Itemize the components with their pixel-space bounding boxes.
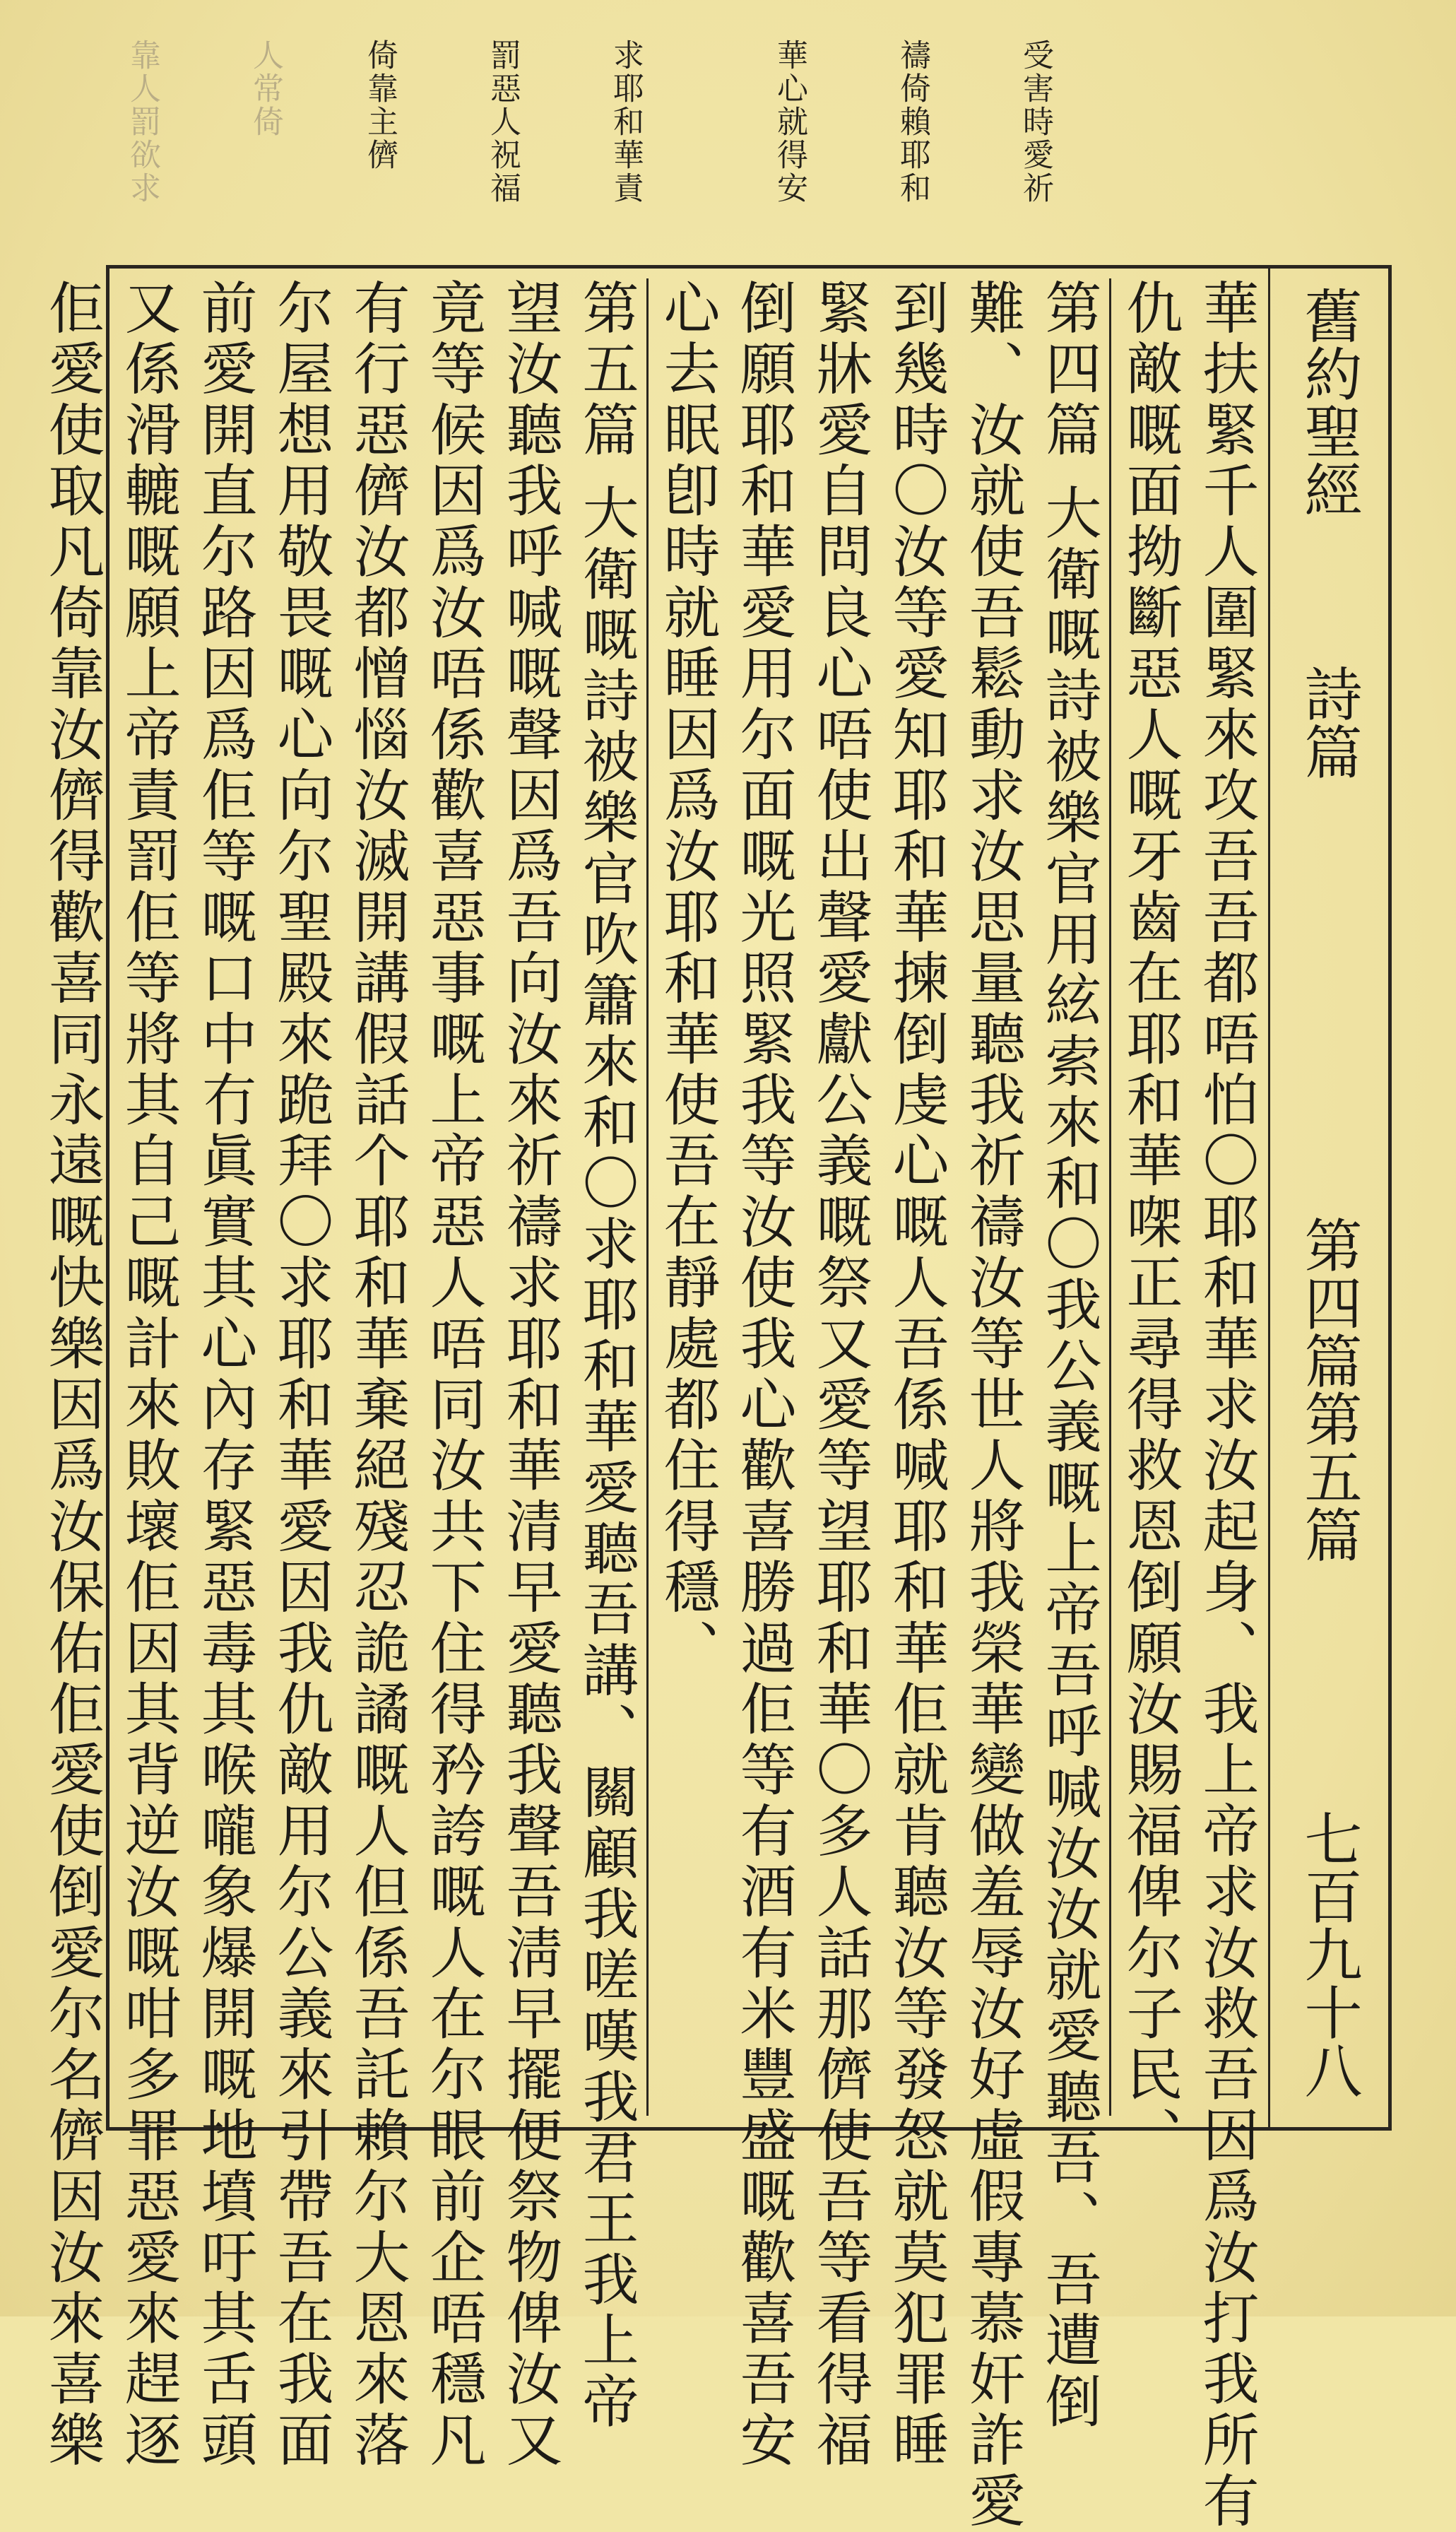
margin-note-line: 罰惡人祝福	[485, 39, 521, 205]
margin-note-line: 華心就得安	[771, 39, 807, 205]
margin-note-faint	[124, 39, 367, 237]
margin-note-center	[362, 39, 728, 251]
text-column: 心去眠卽時就睡因爲汝耶和華使吾在靜處都住得穩、	[654, 278, 720, 1680]
text-column: 竟等候因爲汝唔係歡喜惡事嘅上帝惡人唔同汝共下住得矜誇嘅人在尔眼前企唔穩凡	[420, 278, 486, 2472]
section-title: 詩篇	[1295, 664, 1362, 780]
text-column: 到幾時〇汝等愛知耶和華揀倒虔心嘅人吾係喊耶和華佢就肯聽汝等發怒就莫犯罪睡	[883, 278, 949, 2472]
margin-note-line: 靠人罰欲求	[124, 39, 160, 205]
text-column: 佢愛使取凡倚靠汝儕得歡喜同永遠嘅快樂因爲汝保佑佢愛使倒愛尔名儕因汝來喜樂	[39, 278, 105, 2472]
text-column: 華扶緊千人圍緊來攻吾吾都唔怕〇耶和華求汝起身、我上帝求汝救吾因爲汝打我所有	[1193, 278, 1259, 2532]
margin-note-line: 倚靠主儕	[362, 39, 398, 172]
text-frame	[39, 265, 1392, 2532]
text-column: 仇敵嘅面拗斷惡人嘅牙齒在耶和華㗎正尋得救恩倒願汝賜福俾尔子民、	[1117, 278, 1183, 2167]
margin-note-line: 禱倚賴耶和	[894, 39, 930, 205]
margin-note-right	[771, 39, 1137, 251]
text-column: 有行惡儕汝都憎惱汝滅開講假話个耶和華棄絕殘忍詭譎嘅人但係吾託賴尔大恩來落	[344, 278, 410, 2472]
page-number: 七百九十八	[1295, 1809, 1362, 2099]
running-header	[1268, 269, 1388, 2127]
text-column: 前愛開直尔路因爲佢等嘅口中冇眞實其心內存緊惡毒其喉嚨象爆開嘅地墳吁其舌頭	[191, 278, 257, 2472]
margin-note-line: 求耶和華責	[608, 39, 644, 205]
text-column: 尔屋想用敬畏嘅心向尔聖殿來跪拜〇求耶和華愛因我仇敵用尔公義來引帶吾在我面	[268, 278, 333, 2472]
chapter-range: 第四篇第五篇	[1295, 1215, 1362, 1563]
text-column: 緊牀愛自問良心唔使出聲愛獻公義嘅祭又愛等望耶和華〇多人話那儕使吾等看得福	[807, 278, 872, 2472]
margin-note-line: 人常倚	[247, 39, 283, 139]
text-column-section-start: 第四篇 大衛嘅詩被樂官用絃索來和〇我公義嘅上帝吾呼喊汝汝就愛聽吾、吾遭倒	[1030, 278, 1111, 2116]
text-column: 望汝聽我呼喊嘅聲因爲吾向汝來祈禱求耶和華清早愛聽我聲吾淸早擺便祭物俾汝又	[497, 278, 562, 2472]
main-text	[39, 278, 1264, 2532]
text-column: 難、汝就使吾鬆動求汝思量聽我祈禱汝等世人將我榮華變做羞辱汝好虛假專慕奸詐愛	[959, 278, 1025, 2532]
text-column: 倒願耶和華愛用尔面嘅光照緊我等汝使我心歡喜勝過佢等有酒有米豐盛嘅歡喜吾安	[730, 278, 796, 2472]
book-title: 舊約聖經	[1295, 286, 1362, 518]
text-column-section-start: 第五篇 大衛嘅詩被樂官吹簫來和〇求耶和華愛聽吾講、關顧我嗟嘆我君王我上帝	[567, 278, 649, 2116]
margin-note-line: 受害時愛祈	[1017, 39, 1053, 205]
text-column: 又係滑轆嘅願上帝責罰佢等將其自己嘅計來敗壞佢因其背逆汝嘅咁多罪惡愛來趕逐	[115, 278, 181, 2472]
